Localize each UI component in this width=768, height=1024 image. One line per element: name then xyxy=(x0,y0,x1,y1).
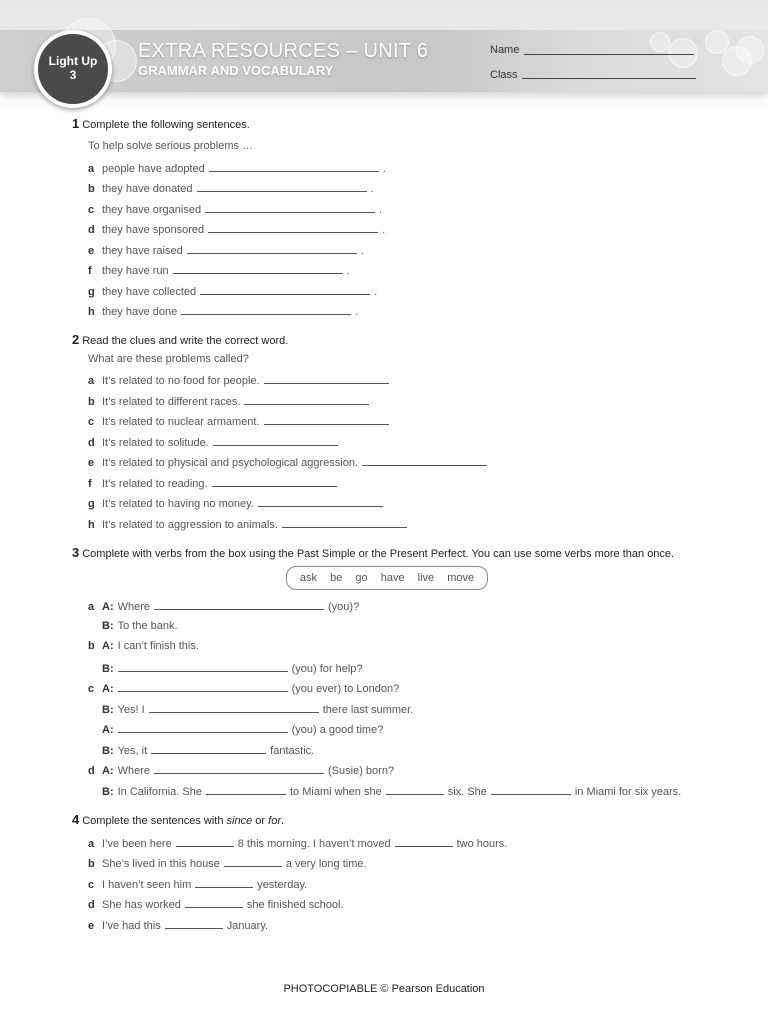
box-word: go xyxy=(355,572,368,584)
speaker: B: xyxy=(102,663,114,675)
speaker: A: xyxy=(102,601,114,613)
item-end: . xyxy=(346,265,350,277)
answer-blank[interactable] xyxy=(151,743,266,754)
decor-bubble xyxy=(736,36,764,64)
exercise-1-heading xyxy=(72,116,250,131)
item-text: It’s related to reading. xyxy=(102,478,208,490)
exercise-instruction: Read the clues and write the correct word. xyxy=(82,335,289,347)
answer-blank[interactable] xyxy=(118,722,288,733)
line-text: six. She xyxy=(447,786,487,798)
exercise-1-intro: To help solve serious problems … xyxy=(88,140,254,152)
item-text: a very long time. xyxy=(285,858,367,870)
item-text: I’ve been here xyxy=(102,838,172,850)
exercise-1-item xyxy=(88,243,364,257)
answer-blank[interactable] xyxy=(264,373,389,384)
exercise-1-item xyxy=(88,284,377,298)
item-text: It’s related to nuclear armament. xyxy=(102,416,260,428)
exercise-2-item xyxy=(88,476,337,490)
exercise-4-item xyxy=(88,918,268,932)
item-letter: e xyxy=(88,245,95,257)
item-letter: f xyxy=(88,265,92,277)
exercise-1-item xyxy=(88,181,374,195)
answer-blank[interactable] xyxy=(118,681,288,692)
name-field[interactable] xyxy=(524,54,694,55)
exercise-instruction: Complete the sentences with xyxy=(82,815,227,827)
class-field[interactable] xyxy=(522,78,696,79)
item-text: they have done xyxy=(102,306,178,318)
answer-blank[interactable] xyxy=(181,304,351,315)
dialogue-line xyxy=(88,743,314,757)
speaker: A: xyxy=(102,724,114,736)
footer-copyright: PHOTOCOPIABLE © Pearson Education xyxy=(283,983,485,995)
page-header xyxy=(0,0,768,110)
logo-line1: Light Up xyxy=(48,54,98,68)
item-letter: d xyxy=(88,224,95,236)
line-text: (you) for help? xyxy=(291,663,363,675)
line-text: (you) a good time? xyxy=(291,724,384,736)
item-text: It’s related to having no money. xyxy=(102,498,254,510)
exercise-2-item xyxy=(88,373,389,387)
item-letter: c xyxy=(88,416,95,428)
line-text: there last summer. xyxy=(322,704,414,716)
answer-blank[interactable] xyxy=(197,181,367,192)
line-text: in Miami for six years. xyxy=(574,786,682,798)
box-word: live xyxy=(417,572,435,584)
dialogue-line xyxy=(88,784,681,798)
item-end: . xyxy=(360,245,364,257)
answer-blank[interactable] xyxy=(395,836,453,847)
exercise-4-item xyxy=(88,836,507,850)
item-text: two hours. xyxy=(456,838,508,850)
item-letter: g xyxy=(88,286,95,298)
answer-blank[interactable] xyxy=(282,517,407,528)
page-title: EXTRA RESOURCES – UNIT 6 xyxy=(138,40,429,62)
exercise-number: 2 xyxy=(72,332,80,347)
item-letter: c xyxy=(88,204,95,216)
item-end: . xyxy=(382,224,386,236)
item-text: I’ve had this xyxy=(102,920,161,932)
dialogue-line xyxy=(88,722,383,736)
answer-blank[interactable] xyxy=(200,284,370,295)
dialogue-line xyxy=(88,763,394,777)
answer-blank[interactable] xyxy=(176,836,234,847)
exercise-2-item xyxy=(88,414,389,428)
box-word: have xyxy=(380,572,405,584)
line-text: (you)? xyxy=(328,601,360,613)
answer-blank[interactable] xyxy=(195,877,253,888)
line-text: Yes, it xyxy=(117,745,148,757)
exercise-1-item xyxy=(88,263,350,277)
item-letter: h xyxy=(88,306,95,318)
dialogue-line xyxy=(88,640,199,652)
item-end: . xyxy=(382,163,386,175)
item-letter: a xyxy=(88,601,95,613)
item-letter: a xyxy=(88,375,95,387)
decor-bubble xyxy=(668,38,698,68)
answer-blank[interactable] xyxy=(205,202,375,213)
speaker: B: xyxy=(102,786,114,798)
instruction-dot: . xyxy=(280,815,285,827)
answer-blank[interactable] xyxy=(212,476,337,487)
line-text: fantastic. xyxy=(270,745,315,757)
exercise-2-item xyxy=(88,496,383,510)
answer-blank[interactable] xyxy=(173,263,343,274)
answer-blank[interactable] xyxy=(206,784,286,795)
answer-blank[interactable] xyxy=(154,763,324,774)
exercise-2-heading xyxy=(72,332,288,347)
speaker: B: xyxy=(102,745,114,757)
item-end: . xyxy=(374,286,378,298)
for-word: for xyxy=(268,815,281,827)
item-text: they have sponsored xyxy=(102,224,205,236)
speaker: A: xyxy=(102,765,114,777)
item-letter: f xyxy=(88,478,92,490)
item-letter: d xyxy=(88,437,95,449)
answer-blank[interactable] xyxy=(258,496,383,507)
answer-blank[interactable] xyxy=(362,455,487,466)
decor-bubble xyxy=(650,32,670,52)
exercise-3-heading xyxy=(72,545,674,560)
item-text: She has worked xyxy=(102,899,181,911)
item-letter: c xyxy=(88,683,95,695)
item-text: It’s related to physical and psychological aggression. xyxy=(102,457,359,469)
dialogue-line xyxy=(88,599,359,613)
exercise-2-item xyxy=(88,394,369,408)
answer-blank[interactable] xyxy=(187,243,357,254)
item-text: 8 this morning. I haven’t moved xyxy=(237,838,391,850)
box-word: move xyxy=(447,572,475,584)
item-text: It’s related to no food for people. xyxy=(102,375,260,387)
logo-line2: 3 xyxy=(69,68,77,82)
line-text: (Susie) born? xyxy=(328,765,395,777)
answer-blank[interactable] xyxy=(213,435,338,446)
exercise-2-item xyxy=(88,435,338,449)
item-text: January. xyxy=(226,920,269,932)
exercise-number: 4 xyxy=(72,812,80,827)
item-end: . xyxy=(355,306,359,318)
item-text: I haven’t seen him xyxy=(102,879,192,891)
line-text: To the bank. xyxy=(117,620,178,632)
answer-blank[interactable] xyxy=(491,784,571,795)
item-letter: d xyxy=(88,765,95,777)
item-text: It’s related to solitude. xyxy=(102,437,209,449)
item-letter: b xyxy=(88,640,95,652)
answer-blank[interactable] xyxy=(154,599,324,610)
exercise-4-item xyxy=(88,897,344,911)
item-text: It’s related to different races. xyxy=(102,396,241,408)
answer-blank[interactable] xyxy=(224,856,282,867)
dialogue-line xyxy=(88,661,363,675)
dialogue-line xyxy=(88,702,413,716)
speaker: B: xyxy=(102,620,114,632)
line-text: (you ever) to London? xyxy=(291,683,400,695)
box-word: be xyxy=(330,572,343,584)
item-letter: c xyxy=(88,879,95,891)
item-text: yesterday. xyxy=(257,879,308,891)
item-text: they have collected xyxy=(102,286,197,298)
exercise-4-item xyxy=(88,877,307,891)
answer-blank[interactable] xyxy=(149,702,319,713)
answer-blank[interactable] xyxy=(185,897,243,908)
answer-blank[interactable] xyxy=(209,161,379,172)
name-label: Name xyxy=(490,44,520,56)
item-text: they have organised xyxy=(102,204,202,216)
exercise-4-item xyxy=(88,856,367,870)
speaker: A: xyxy=(102,640,114,652)
answer-blank[interactable] xyxy=(244,394,369,405)
item-letter: a xyxy=(88,838,95,850)
item-letter: b xyxy=(88,396,95,408)
since-word: since xyxy=(226,815,253,827)
line-text: Where xyxy=(117,601,151,613)
light-up-logo xyxy=(34,30,112,108)
item-letter: b xyxy=(88,858,95,870)
word-box xyxy=(286,566,488,590)
item-text: It’s related to aggression to animals. xyxy=(102,519,278,531)
line-text: In California. She xyxy=(117,786,202,798)
item-text: they have run xyxy=(102,265,169,277)
or-word: or xyxy=(252,815,269,827)
answer-blank[interactable] xyxy=(386,784,444,795)
line-text: Where xyxy=(117,765,151,777)
item-end: . xyxy=(370,183,374,195)
exercise-1-item xyxy=(88,202,382,216)
answer-blank[interactable] xyxy=(118,661,288,672)
dialogue-line xyxy=(88,620,178,632)
item-letter: a xyxy=(88,163,95,175)
line-text: Yes! I xyxy=(117,704,145,716)
exercise-4-heading xyxy=(72,812,284,827)
item-letter: e xyxy=(88,457,95,469)
item-text: they have raised xyxy=(102,245,183,257)
item-letter: h xyxy=(88,519,95,531)
exercise-number: 3 xyxy=(72,545,80,560)
dialogue-line xyxy=(88,681,399,695)
exercise-2-intro: What are these problems called? xyxy=(88,353,249,365)
exercise-1-item xyxy=(88,304,358,318)
page-subtitle: GRAMMAR AND VOCABULARY xyxy=(138,63,334,78)
exercise-1-item xyxy=(88,161,386,175)
item-text: people have adopted xyxy=(102,163,205,175)
class-label: Class xyxy=(490,69,518,81)
line-text: to Miami when she xyxy=(290,786,382,798)
exercise-2-item xyxy=(88,455,487,469)
exercise-instruction: Complete the following sentences. xyxy=(82,119,250,131)
exercise-2-item xyxy=(88,517,407,531)
item-text: She’s lived in this house xyxy=(102,858,220,870)
exercise-1-item xyxy=(88,222,385,236)
item-text: she finished school. xyxy=(246,899,344,911)
exercise-instruction: Complete with verbs from the box using the Past Simple or the Present Perfect. You can use some verbs more than once. xyxy=(82,548,675,560)
box-word: ask xyxy=(299,572,318,584)
item-end: . xyxy=(379,204,383,216)
speaker: A: xyxy=(102,683,114,695)
answer-blank[interactable] xyxy=(208,222,378,233)
item-letter: g xyxy=(88,498,95,510)
speaker: B: xyxy=(102,704,114,716)
item-letter: e xyxy=(88,920,95,932)
item-letter: b xyxy=(88,183,95,195)
answer-blank[interactable] xyxy=(165,918,223,929)
line-text: I can’t finish this. xyxy=(117,640,199,652)
exercise-number: 1 xyxy=(72,116,80,131)
answer-blank[interactable] xyxy=(264,414,389,425)
item-letter: d xyxy=(88,899,95,911)
item-text: they have donated xyxy=(102,183,193,195)
